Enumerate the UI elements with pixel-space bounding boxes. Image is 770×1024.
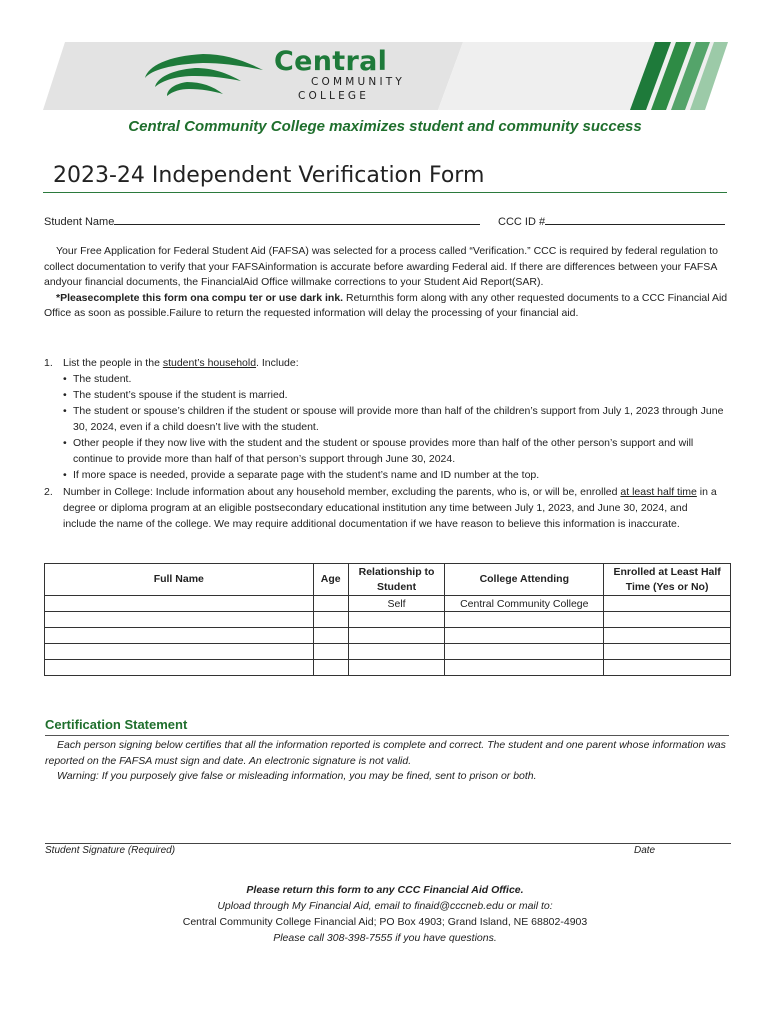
cell-enrolled[interactable] [604, 644, 731, 660]
table-row [45, 628, 731, 644]
list-item-1 [63, 355, 723, 371]
footer-address: Central Community College Financial Aid; PO Box 4903; Grand Island, NE 68802-4903 [182, 916, 588, 928]
intro-text: Your Free Application for Federal Student Aid (FAFSA) was selected for a process called “Verification.” CCC is required by federal regulation to collect documentation to verify that your FAFSAinformation is accurate before awarding Federal aid. If there are differences between your FAFSA andyour financial documents, the FinancialAid Office willmake corrections to your Student Aid Report(SAR). [44, 245, 719, 288]
col-age: Age [313, 564, 348, 596]
table-row [45, 660, 731, 676]
signature-label: Student Signature (Required) [45, 845, 176, 856]
date-label: Date [634, 845, 656, 856]
cell-name[interactable] [45, 644, 314, 660]
intro-paragraph [44, 244, 730, 322]
certification-text [45, 738, 735, 785]
list-item-1-post: . Include: [256, 357, 299, 369]
student-name-field[interactable] [44, 212, 480, 228]
signature-line[interactable] [45, 843, 731, 844]
ccc-id-label: CCC ID # [498, 216, 546, 228]
page-title: 2023-24 Independent Verification Form [53, 163, 485, 188]
list-number-2: 2. [44, 486, 53, 498]
cell-college[interactable] [445, 660, 604, 676]
cell-enrolled[interactable] [604, 596, 731, 612]
logo-college: COLLEGE [298, 90, 370, 102]
cell-college[interactable] [445, 644, 604, 660]
student-name-input[interactable] [114, 212, 480, 225]
certification-statement: Each person signing below certifies that all the information reported is complete and correct. The student and one parent whose information was reported on the FAFSA must sign and date. An electronic signature is not valid. [45, 739, 726, 767]
title-divider [43, 192, 727, 193]
cell-enrolled[interactable] [604, 612, 731, 628]
intro-instructions-bold: *Pleasecomplete this form ona compu ter or use dark ink. [56, 291, 344, 304]
list-item-2-post: in a degree or diploma program at an eligible postsecondary educational institution any time between July 1, 2023, and June 30, 2024, and include the name of the college. We may require additional documentation if we have reason to believe this information is inaccurate. [63, 486, 717, 530]
list-item-2-pre: Number in College: Include information about any household member, excluding the parents, who is, or will be, enrolled [63, 486, 621, 498]
cell-name[interactable] [45, 660, 314, 676]
intro-instructions [44, 291, 730, 322]
footer-upload: Upload through My Financial Aid, email to finaid@cccneb.edu or mail to: [217, 900, 553, 912]
footer-phone: Please call 308-398-7555 if you have questions. [273, 932, 497, 944]
table-header-row [45, 564, 731, 596]
cell-name[interactable] [45, 628, 314, 644]
household-table [44, 563, 731, 676]
cell-relationship[interactable] [348, 644, 445, 660]
certification-title: Certification Statement [45, 717, 188, 732]
col-relationship: Relationship to Student [348, 564, 445, 596]
cell-relationship[interactable] [348, 660, 445, 676]
header-banner [43, 42, 728, 110]
ccc-id-field[interactable] [498, 212, 725, 228]
list-item-1-pre: List the people in the [63, 357, 163, 369]
certification-divider [45, 735, 729, 736]
cell-enrolled[interactable] [604, 628, 731, 644]
cell-college[interactable]: Central Community College [445, 596, 604, 612]
logo-community: COMMUNITY [311, 76, 405, 88]
table-row [45, 644, 731, 660]
instructions-list: 1. List the people in the student’s household. Include: • The student. • The student’s spouse if the student is married. • The student or spouse’s children if the student or spouse will provide more than half of the children’s support from July 1, 2023 through June 30, 2024, even if a child doesn’t live with the student. • Other people if they now live with the student and the student or spouse provides more than half of the other person’s support and will continue to provide more than half of that person’s support through June 30, 2024. • If more space is needed, provide a separate page with the student’s name and ID number at the top. 2. Number in College: Include information about any household member, excluding the parents, who is, or will be, enrolled at least half time in a degree or diploma program at an eligible postsecondary educational institution any time between July 1, 2023, and June 30, 2024, and include the name of the college. We may require additional documentation if we have reason to believe this information is inaccurate. [44, 357, 724, 530]
intro-instructions-rest: Returnthis form along with any other requested documents to a CCC Financial Aid Office as soon as possible.Failure to return the requested information will delay the processing of your financial aid. [44, 291, 728, 319]
footer [0, 882, 770, 946]
col-college: College Attending [445, 564, 604, 596]
cell-college[interactable] [445, 612, 604, 628]
cell-age[interactable] [313, 660, 348, 676]
half-time-link: at least half time [620, 486, 697, 498]
list-number-1: 1. [44, 357, 53, 369]
col-enrolled: Enrolled at Least Half Time (Yes or No) [604, 564, 731, 596]
certification-warning: Warning: If you purposely give false or misleading information, you may be fined, sent to prison or both. [57, 770, 537, 782]
college-logo-icon [143, 50, 273, 104]
cell-enrolled[interactable] [604, 660, 731, 676]
footer-return: Please return this form to any CCC Financial Aid Office. [246, 884, 524, 896]
tagline: Central Community College maximizes student and community success [128, 118, 642, 135]
cell-relationship[interactable] [348, 612, 445, 628]
ccc-id-input[interactable] [545, 212, 725, 225]
cell-age[interactable] [313, 644, 348, 660]
cell-name[interactable] [45, 612, 314, 628]
cell-college[interactable] [445, 628, 604, 644]
student-name-label: Student Name [44, 216, 115, 228]
logo-name: Central [274, 46, 388, 77]
cell-name[interactable] [45, 596, 314, 612]
students-household-link: student’s household [162, 357, 257, 369]
cell-relationship[interactable]: Self [348, 596, 445, 612]
table-row [45, 612, 731, 628]
list-item-2 [63, 484, 723, 532]
cell-relationship[interactable] [348, 628, 445, 644]
table-row [45, 596, 731, 612]
cell-age[interactable] [313, 628, 348, 644]
cell-age[interactable] [313, 596, 348, 612]
cell-age[interactable] [313, 612, 348, 628]
col-full-name: Full Name [45, 564, 314, 596]
